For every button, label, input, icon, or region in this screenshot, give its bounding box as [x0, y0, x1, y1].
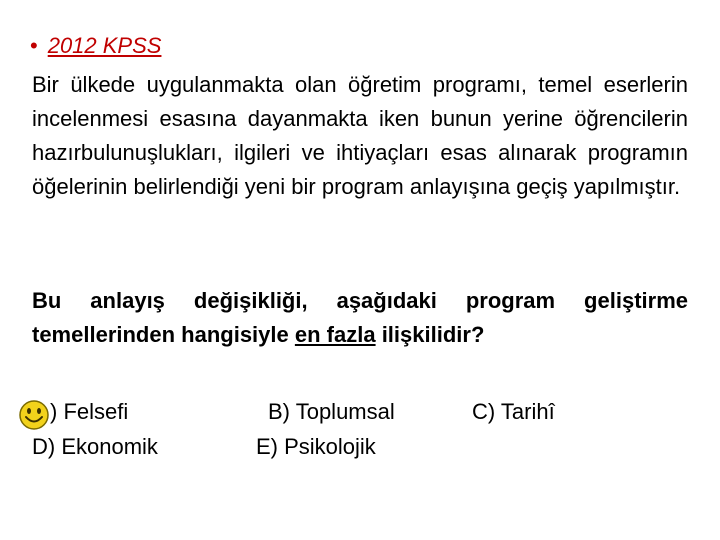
smiley-face-icon — [18, 399, 50, 431]
question-prompt — [32, 284, 688, 352]
question-stem: Bir ülkede uygulanmakta olan öğretim programı, temel eserlerin incelenmesi esasına dayanmakta iken bunun yerine öğrencilerin hazırbulunuşlukları, ilgileri ve ihtiyaçları esas alınarak programın öğelerinin belirlendiği yeni bir program anlayışına geçiş yapılmıştır. — [32, 72, 688, 199]
question-emphasis: en fazla — [294, 322, 376, 347]
option-b[interactable]: B) Toplumsal — [268, 399, 395, 424]
option-a[interactable]: ) Felsefi — [50, 399, 129, 424]
header-line — [30, 31, 161, 61]
option-d[interactable]: D) Ekonomik — [32, 434, 158, 459]
option-c[interactable]: C) Tarihî — [472, 399, 555, 424]
question-text-part2: ilişkilidir? — [375, 322, 485, 347]
bullet-icon: • — [30, 33, 38, 58]
question-text-part1: Bu anlayış değişikliği, aşağıdaki program geliştirme temellerinden hangisiyle — [32, 288, 688, 347]
option-e[interactable]: E) Psikolojik — [256, 434, 376, 459]
exam-title-link[interactable]: 2012 KPSS — [47, 33, 162, 58]
